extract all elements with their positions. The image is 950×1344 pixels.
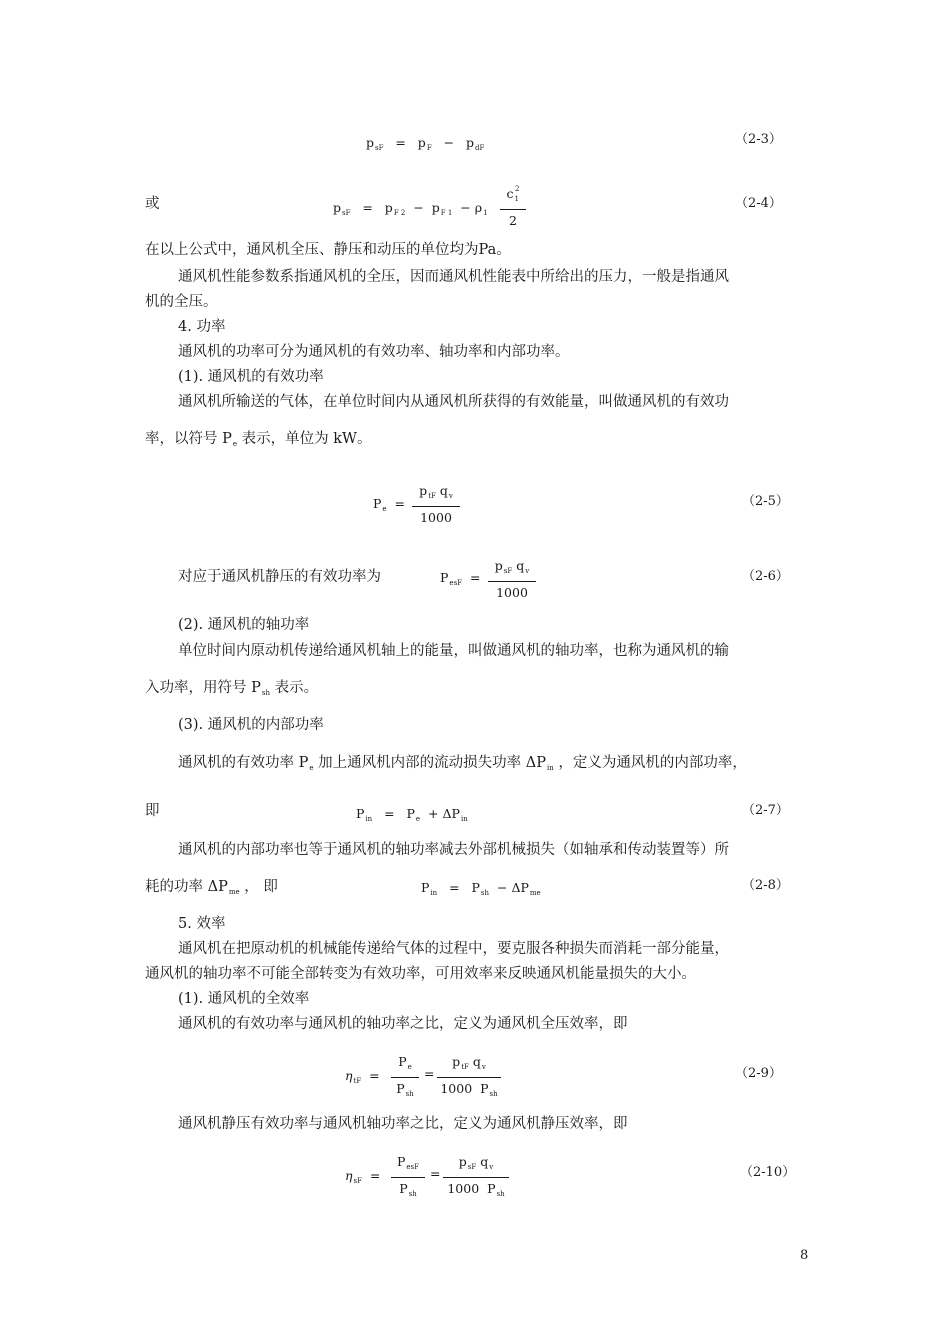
equals-sign: = — [430, 1166, 441, 1181]
paragraph-line: 通风机所输送的气体，在单位时间内从通风机所获得的有效能量，叫做通风机的有效功 — [178, 394, 729, 410]
equation-2-9-lhs: $\eta_{tF}$ = — [345, 1068, 380, 1085]
equation-2-6-lhs: $P_{esF}$ = — [440, 570, 481, 587]
equation-number: （2-7） — [742, 803, 789, 818]
paragraph-line: 通风机在把原动机的机械能传递给气体的过程中，要克服各种损失而消耗一部分能量， — [178, 941, 729, 957]
paragraph-line: 通风机的有效功率 $P_e$ 加上通风机内部的流动损失功率 $\Delta P_{in}$ ，定义为通风机的内部功率， — [178, 755, 747, 772]
subsection-heading: (1). 通风机的全效率 — [178, 991, 310, 1007]
subsection-heading: (3). 通风机的内部功率 — [178, 717, 324, 733]
paragraph-line: 通风机的有效功率与通风机的轴功率之比，定义为通风机全压效率，即 — [178, 1016, 628, 1032]
section-heading-power: 4. 功率 — [178, 319, 226, 335]
subsection-heading: (2). 通风机的轴功率 — [178, 617, 310, 633]
paragraph-line: 率，以符号 $P_e$ 表示，单位为 kW。 — [145, 431, 372, 448]
equation-number: （2-8） — [742, 878, 789, 893]
page-number: 8 — [800, 1248, 809, 1263]
equation-2-10-lhs: $\eta_{sF}$ = — [345, 1168, 381, 1185]
fraction-pesf-over-psh: $P_{esF}$ $P_{sh}$ — [391, 1154, 425, 1202]
paragraph-line: 耗的功率 $\Delta P_{me}$ ， 即 — [145, 879, 278, 896]
fraction-psf-qv-over-1000-psh: $p_{sF}$ $q_v$ 1000 $P_{sh}$ — [443, 1154, 509, 1202]
equation-2-3: $p_{sF}$ = $p_F$ − $p_{dF}$ — [366, 135, 485, 152]
equation-number: （2-3） — [735, 132, 782, 147]
paragraph-line: 单位时间内原动机传递给通风机轴上的能量，叫做通风机的轴功率，也称为通风机的输 — [178, 643, 729, 659]
equation-2-5-lhs: $P_e$ = — [373, 496, 406, 513]
paragraph-line: 通风机的轴功率不可能全部转变为有效功率，可用效率来反映通风机能量损失的大小。 — [145, 966, 696, 982]
equation-2-4: $p_{sF}$ = $p_{F 2} - p_{F 1} - \rho_1$ — [333, 200, 488, 217]
paragraph-line: 通风机的内部功率也等于通风机的轴功率减去外部机械损失（如轴承和传动装置等）所 — [178, 842, 729, 858]
fraction-ptf-qv-over-1000: $p_{tF}$ $q_v$ 1000 — [412, 483, 460, 525]
paragraph-line: 通风机静压有效功率与通风机轴功率之比，定义为通风机静压效率，即 — [178, 1116, 628, 1132]
paragraph-line: 对应于通风机静压的有效功率为 — [178, 569, 381, 585]
equation-number: （2-10） — [740, 1165, 796, 1180]
paragraph-line: 机的全压。 — [145, 294, 218, 310]
equation-number: （2-5） — [742, 494, 789, 509]
fraction-c-squared-over-2: $\frac{c_1^2}{2}$ — [500, 182, 526, 228]
fraction-psf-qv-over-1000: $p_{sF}$ $q_v$ 1000 — [488, 558, 536, 600]
equation-2-8: $P_{in}$ = $P_{sh} - \Delta P_{me}$ — [421, 880, 541, 897]
paragraph-line: 通风机的功率可分为通风机的有效功率、轴功率和内部功率。 — [178, 344, 570, 360]
or-word: 或 — [145, 196, 160, 212]
equation-2-7: $P_{in}$ = $P_e + \Delta P_{in}$ — [356, 806, 468, 823]
fraction-pe-over-psh: $P_e$ $P_{sh}$ — [391, 1054, 419, 1102]
equals-sign: = — [424, 1066, 435, 1081]
section-heading-efficiency: 5. 效率 — [178, 916, 226, 932]
equation-number: （2-9） — [735, 1066, 782, 1081]
paragraph-line: 通风机性能参数系指通风机的全压，因而通风机性能表中所给出的压力，一般是指通风 — [178, 269, 729, 285]
paragraph-line: 入功率，用符号 $P_{sh}$ 表示。 — [145, 680, 319, 697]
paragraph-units-note: 在以上公式中，通风机全压、静压和动压的单位均为Pa。 — [145, 242, 511, 258]
fraction-ptf-qv-over-1000-psh: $p_{tF}$ $q_v$ 1000 $P_{sh}$ — [437, 1054, 501, 1102]
equation-number: （2-4） — [735, 196, 782, 211]
ji-word: 即 — [145, 803, 160, 819]
subsection-heading: (1). 通风机的有效功率 — [178, 369, 324, 385]
equation-number: （2-6） — [742, 569, 789, 584]
